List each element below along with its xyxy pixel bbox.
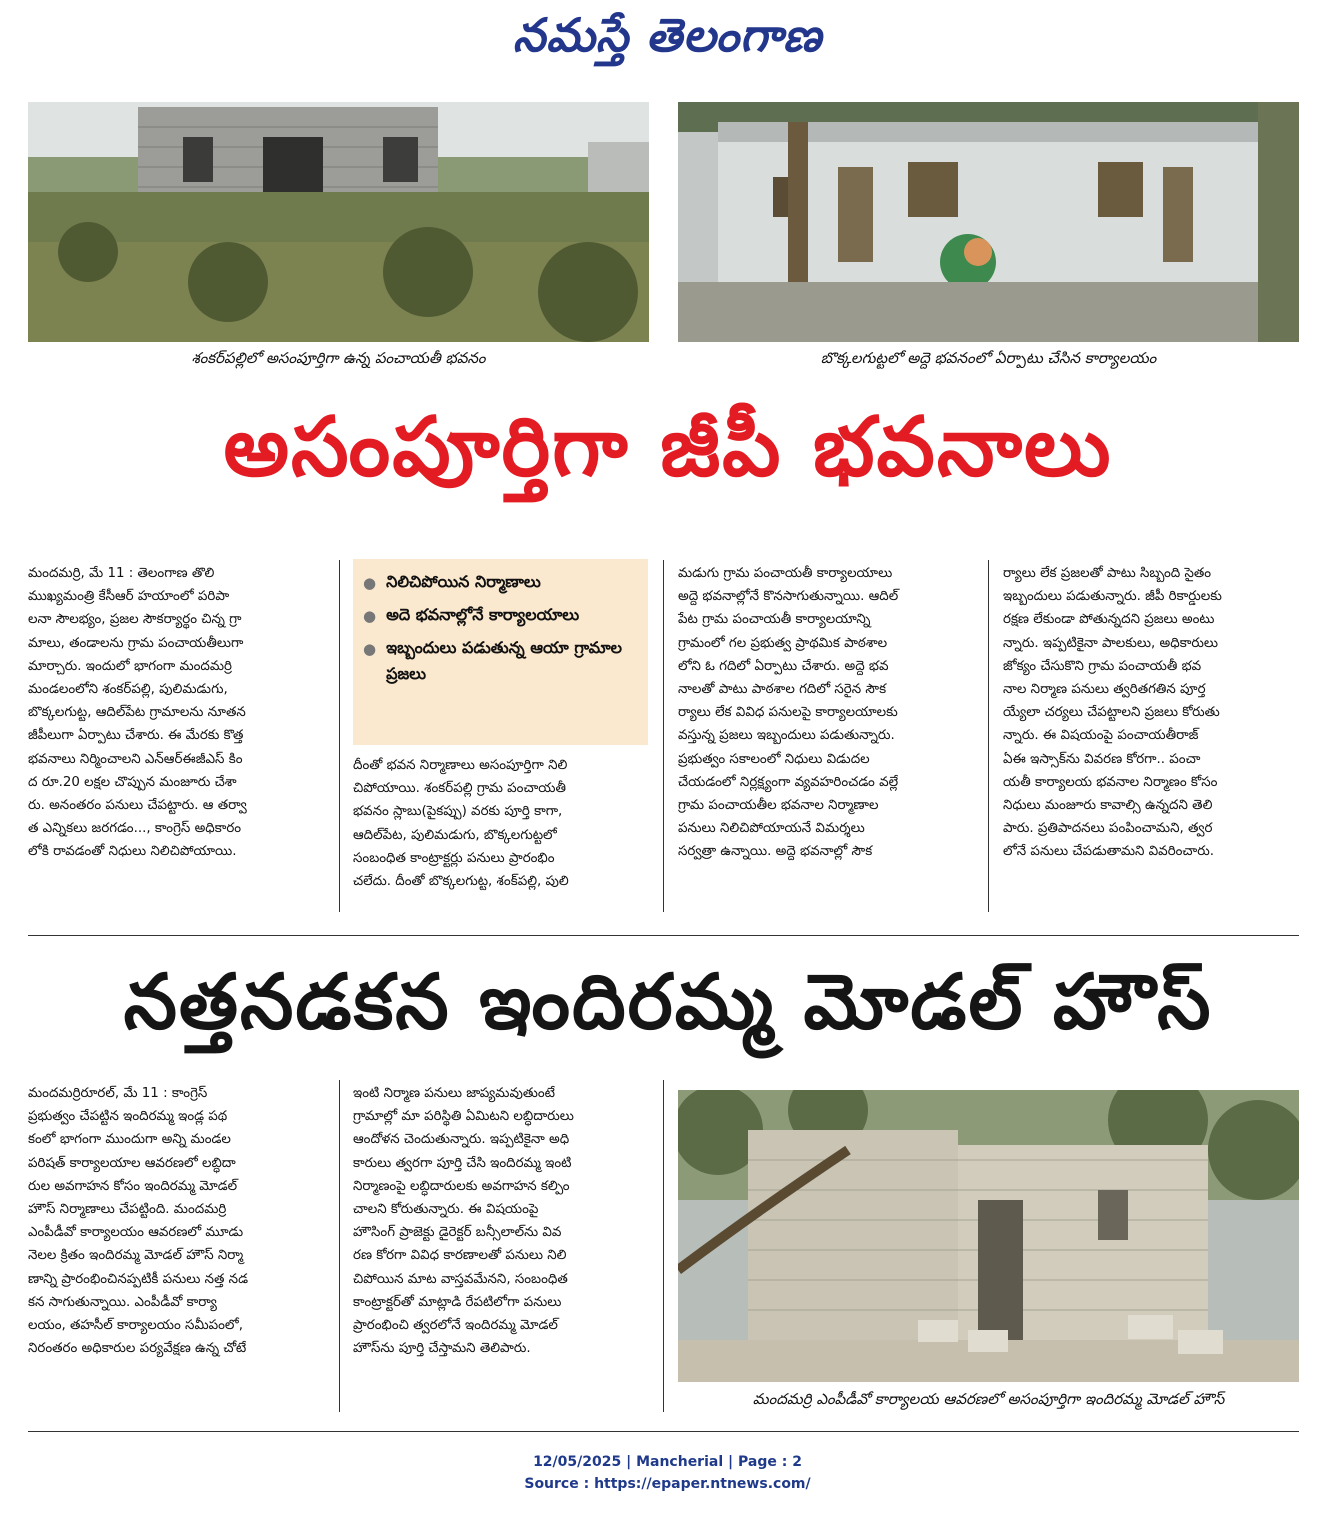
text-line: దీంతో భవన నిర్మాణాలు అసంపూర్తిగా నిలి — [353, 758, 568, 773]
text-line: నిరంతరం అధికారుల పర్యవేక్షణ ఉన్న చోటే — [28, 1341, 247, 1357]
footer-source-link[interactable]: Source : https://epaper.ntnews.com/ — [524, 1476, 811, 1492]
text-line: అద్దె భవనాల్లోనే కొనసాగుతున్నాయి. ఆదిల్ — [678, 589, 899, 605]
text-line: ఇంటి నిర్మాణ పనులు జాప్యమవుతుంటే — [353, 1086, 556, 1101]
text-line: రుల అవగాహన కోసం ఇందిరమ్మ మోడల్ — [28, 1178, 238, 1194]
text-line: జీపీలుగా ఏర్పాటు చేశారు. ఈ మేరకు కొత్త — [28, 728, 244, 744]
bottom-divider — [28, 1431, 1299, 1432]
text-line: రణ కోరగా వివిధ కారణాలతో పనులు నిలి — [353, 1248, 567, 1264]
highlight-text: అదె భవనాల్లోనే కార్యాలయాలు — [386, 605, 580, 624]
text-line: ఆందోళన చెందుతున్నారు. ఇప్పటికైనా అధి — [353, 1132, 570, 1148]
column-divider — [339, 1080, 340, 1412]
headline-gp-buildings: అసంపూర్తిగా జీపీ భవనాలు — [223, 400, 1113, 495]
highlight-item — [363, 602, 638, 629]
column-divider — [988, 560, 989, 912]
text-line: మందమర్రిరూరల్, మే 11 : కాంగ్రెస్ — [28, 1086, 208, 1101]
text-line: హౌస్ నిర్మాణాలు చేపట్టింది. మందమర్రి — [28, 1202, 227, 1218]
text-line: లోనే పనులు చేపడుతామని వివరించారు. — [1003, 844, 1215, 860]
text-line: ప్రారంభించి త్వరలోనే ఇందిరమ్మ మోడల్ — [353, 1318, 558, 1334]
photo-bokkalagutta-office — [678, 102, 1299, 342]
text-line: వస్తున్న ప్రజలు ఇబ్బందులు పడుతున్నారు. — [678, 728, 895, 744]
text-line: లనా సౌలభ్యం, ప్రజల సౌకర్యార్థం చిన్న గ్రా — [28, 612, 242, 628]
bullet-icon: ● — [363, 574, 377, 592]
column-divider — [339, 560, 340, 912]
caption-top-right: బొక్కలగుట్టలో అద్దె భవనంలో ఏర్పాటు చేసిన కార్యాలయం — [820, 349, 1157, 367]
text-line: గ్రామ పంచాయతీల భవనాల నిర్మాణాల — [678, 798, 879, 814]
text-line: మడుగు గ్రామ పంచాయతీ కార్యాలయాలు — [678, 566, 893, 581]
story1-column-2 — [353, 754, 649, 893]
text-line: చిపోయిన మాట వాస్తవమేనని, సంబంధిత — [353, 1271, 568, 1287]
column-divider — [663, 560, 664, 912]
text-line: సంబంధిత కాంట్రాక్టర్లు పనులు ప్రారంభిం — [353, 850, 555, 866]
text-line: కారులు త్వరగా పూర్తి చేసి ఇందిరమ్మ ఇంటి — [353, 1155, 572, 1171]
text-line: ప్రభుత్వం చేపట్టిన ఇందిరమ్మ ఇండ్ల పథ — [28, 1109, 228, 1125]
text-line: నిధులు మంజూరు కావాల్సి ఉన్నదని తెలి — [1003, 798, 1213, 814]
text-line: చలేదు. దీంతో బొక్కలగుట్ట, శంక్‌పల్లి, పులి — [353, 874, 569, 890]
text-line: సర్వత్రా ఉన్నాయి. అద్దె భవనాల్లో సౌక — [678, 844, 873, 860]
text-line: ఇబ్బందులు పడుతున్నారు. జీపీ రికార్డులకు — [1003, 589, 1222, 605]
text-line: ముఖ్యమంత్రి కేసీఆర్ హయాంలో పరిపా — [28, 589, 230, 605]
text-line: న్నారు. ఇప్పటికైనా పాలకులు, అధికారులు — [1003, 635, 1219, 651]
highlight-item — [363, 569, 638, 596]
text-line: త ఎన్నికలు జరగడం..., కాంగ్రెస్ అధికారం — [28, 821, 242, 837]
text-line: ణాన్ని ప్రారంభించినప్పటికీ పనులు నత్త నడ — [28, 1271, 248, 1287]
text-line: ర్యాలు లేక వివిధ పనులపై కార్యాలయాలకు — [678, 705, 898, 721]
text-line: గ్రామాల్లో మా పరిస్థితి ఏమిటని లబ్ధిదారులు — [353, 1109, 574, 1125]
text-line: నాలతో పాటు పాఠశాల గదిలో సరైన సౌక — [678, 682, 887, 698]
text-line: హౌస్‌ను పూర్తి చేస్తామని తెలిపారు. — [353, 1341, 531, 1357]
text-line: కాంట్రాక్టర్‌తో మాట్లాడి రేపటిలోగా పనులు — [353, 1294, 562, 1310]
text-line: మాలు, తండాలను గ్రామ పంచాయతీలుగా — [28, 635, 244, 651]
story2-column-2 — [353, 1082, 649, 1360]
text-line: ద రూ.20 లక్షల చొప్పున మంజూరు చేశా — [28, 774, 237, 790]
photo-model-house — [678, 1090, 1299, 1382]
text-line: హౌసింగ్ ప్రాజెక్టు డైరెక్టర్ బన్సీలాల్‌ను వివ — [353, 1225, 562, 1241]
text-line: పరిషత్ కార్యాలయాల ఆవరణలో లబ్ధిదా — [28, 1155, 236, 1171]
text-line: రక్షణ లేకుండా పోతున్నదని ప్రజలు అంటు — [1003, 612, 1215, 628]
text-line: గ్రామంలో గల ప్రభుత్వ ప్రాథమిక పాఠశాల — [678, 635, 888, 651]
text-line: పనులు నిలిచిపోయాయనే విమర్శలు — [678, 821, 865, 837]
text-line: ర్యాలు లేక ప్రజలతో పాటు సిబ్బంది సైతం — [1003, 566, 1212, 581]
text-line: నాల నిర్మాణ పనులు త్వరితగతిన పూర్త — [1003, 682, 1206, 698]
highlight-item — [363, 635, 638, 687]
photo-shankarpalli-building — [28, 102, 649, 342]
column-divider — [663, 1080, 664, 1412]
text-line: కన సాగుతున్నాయి. ఎంపీడీవో కార్యా — [28, 1294, 217, 1310]
text-line: లోకి రావడంతో నిధులు నిలిచిపోయాయి. — [28, 844, 237, 860]
headline-model-house: నత్తనడకన ఇందిరమ్మ మోడల్ హౌస్ — [123, 957, 1213, 1046]
text-line: కంలో భాగంగా ముందుగా అన్ని మండల — [28, 1132, 231, 1148]
text-line: మందమర్రి, మే 11 : తెలంగాణ తొలి — [28, 566, 215, 581]
story1-column-1 — [28, 562, 324, 864]
text-line: ఏఈ ఇస్సాక్‌ను వివరణ కోరగా.. పంచా — [1003, 751, 1201, 767]
text-line: న్నారు. ఈ విషయంపై పంచాయతీరాజ్ — [1003, 728, 1199, 744]
text-line: మండలంలోని శంకర్‌పల్లి, పులిమడుగు, — [28, 682, 228, 698]
footer-edition-info: 12/05/2025 | Mancherial | Page : 2 — [533, 1454, 802, 1470]
text-line: పేట గ్రామ పంచాయతీ కార్యాలయాన్ని — [678, 612, 871, 628]
text-line: ప్రభుత్వం సకాలంలో నిధులు విడుదల — [678, 751, 870, 767]
caption-bottom: మందమర్రి ఎంపీడీవో కార్యాలయ ఆవరణలో అసంపూర్తిగా ఇందిరమ్మ మోడల్ హౌస్ — [752, 1390, 1225, 1408]
highlight-text: ఇబ్బందులు పడుతున్న ఆయా గ్రామాల ప్రజలు — [386, 638, 622, 683]
text-line: య్యేలా చర్యలు చేపట్టాలని ప్రజలు కోరుతు — [1003, 705, 1220, 721]
text-line: ఆదిల్‌పేట, పులిమడుగు, బొక్కలగుట్టలో — [353, 827, 557, 843]
story1-column-4 — [1003, 562, 1299, 864]
story1-highlights-box — [353, 559, 648, 745]
text-line: జోక్యం చేసుకొని గ్రామ పంచాయతీ భవ — [1003, 658, 1202, 674]
text-line: మార్చారు. ఇందులో భాగంగా మందమర్రి — [28, 658, 232, 674]
text-line: బొక్కలగుట్ట, ఆదిల్‌పేట గ్రామాలను నూతన — [28, 705, 246, 721]
text-line: పారు. ప్రతిపాదనలు పంపించామని, త్వర — [1003, 821, 1213, 837]
text-line: లయం, తహసీల్ కార్యాలయం సమీపంలో, — [28, 1318, 243, 1334]
bullet-icon: ● — [363, 640, 377, 658]
bullet-icon: ● — [363, 607, 377, 625]
text-line: యతీ కార్యాలయ భవనాల నిర్మాణం కోసం — [1003, 774, 1218, 790]
text-line: భవనం స్లాబు(పైకప్పు) వరకు పూర్తి కాగా, — [353, 804, 563, 820]
text-line: చేయడంలో నిర్లక్ష్యంగా వ్యవహరించడం వల్లే — [678, 774, 899, 790]
highlight-text: నిలిచిపోయిన నిర్మాణాలు — [386, 572, 541, 591]
text-line: చిపోయాయి. శంకర్‌పల్లి గ్రామ పంచాయతీ — [353, 781, 566, 797]
text-line: భవనాలు నిర్మించాలని ఎన్‌ఆర్‌ఈజీఎస్ కిం — [28, 751, 243, 767]
story2-column-1 — [28, 1082, 324, 1360]
text-line: రు. అనంతరం పనులు చేపట్టారు. ఆ తర్వా — [28, 798, 247, 814]
masthead-logo: నమస్తే తెలంగాణ — [512, 8, 823, 62]
text-line: నెలల క్రితం ఇందిరమ్మ మోడల్ హౌస్ నిర్మా — [28, 1248, 244, 1264]
text-line: నిర్మాణంపై లబ్ధిదారులకు అవగాహన కల్పిం — [353, 1178, 570, 1194]
caption-top-left: శంకర్‌పల్లిలో అసంపూర్తిగా ఉన్న పంచాయతీ భవనం — [191, 349, 486, 367]
text-line: ఎంపీడీవో కార్యాలయం ఆవరణలో మూడు — [28, 1225, 244, 1241]
section-divider — [28, 935, 1299, 936]
text-line: లోని ఓ గదిలో ఏర్పాటు చేశారు. అద్దె భవ — [678, 658, 889, 674]
text-line: చాలని కోరుతున్నారు. ఈ విషయంపై — [353, 1202, 539, 1218]
story1-column-3 — [678, 562, 974, 864]
